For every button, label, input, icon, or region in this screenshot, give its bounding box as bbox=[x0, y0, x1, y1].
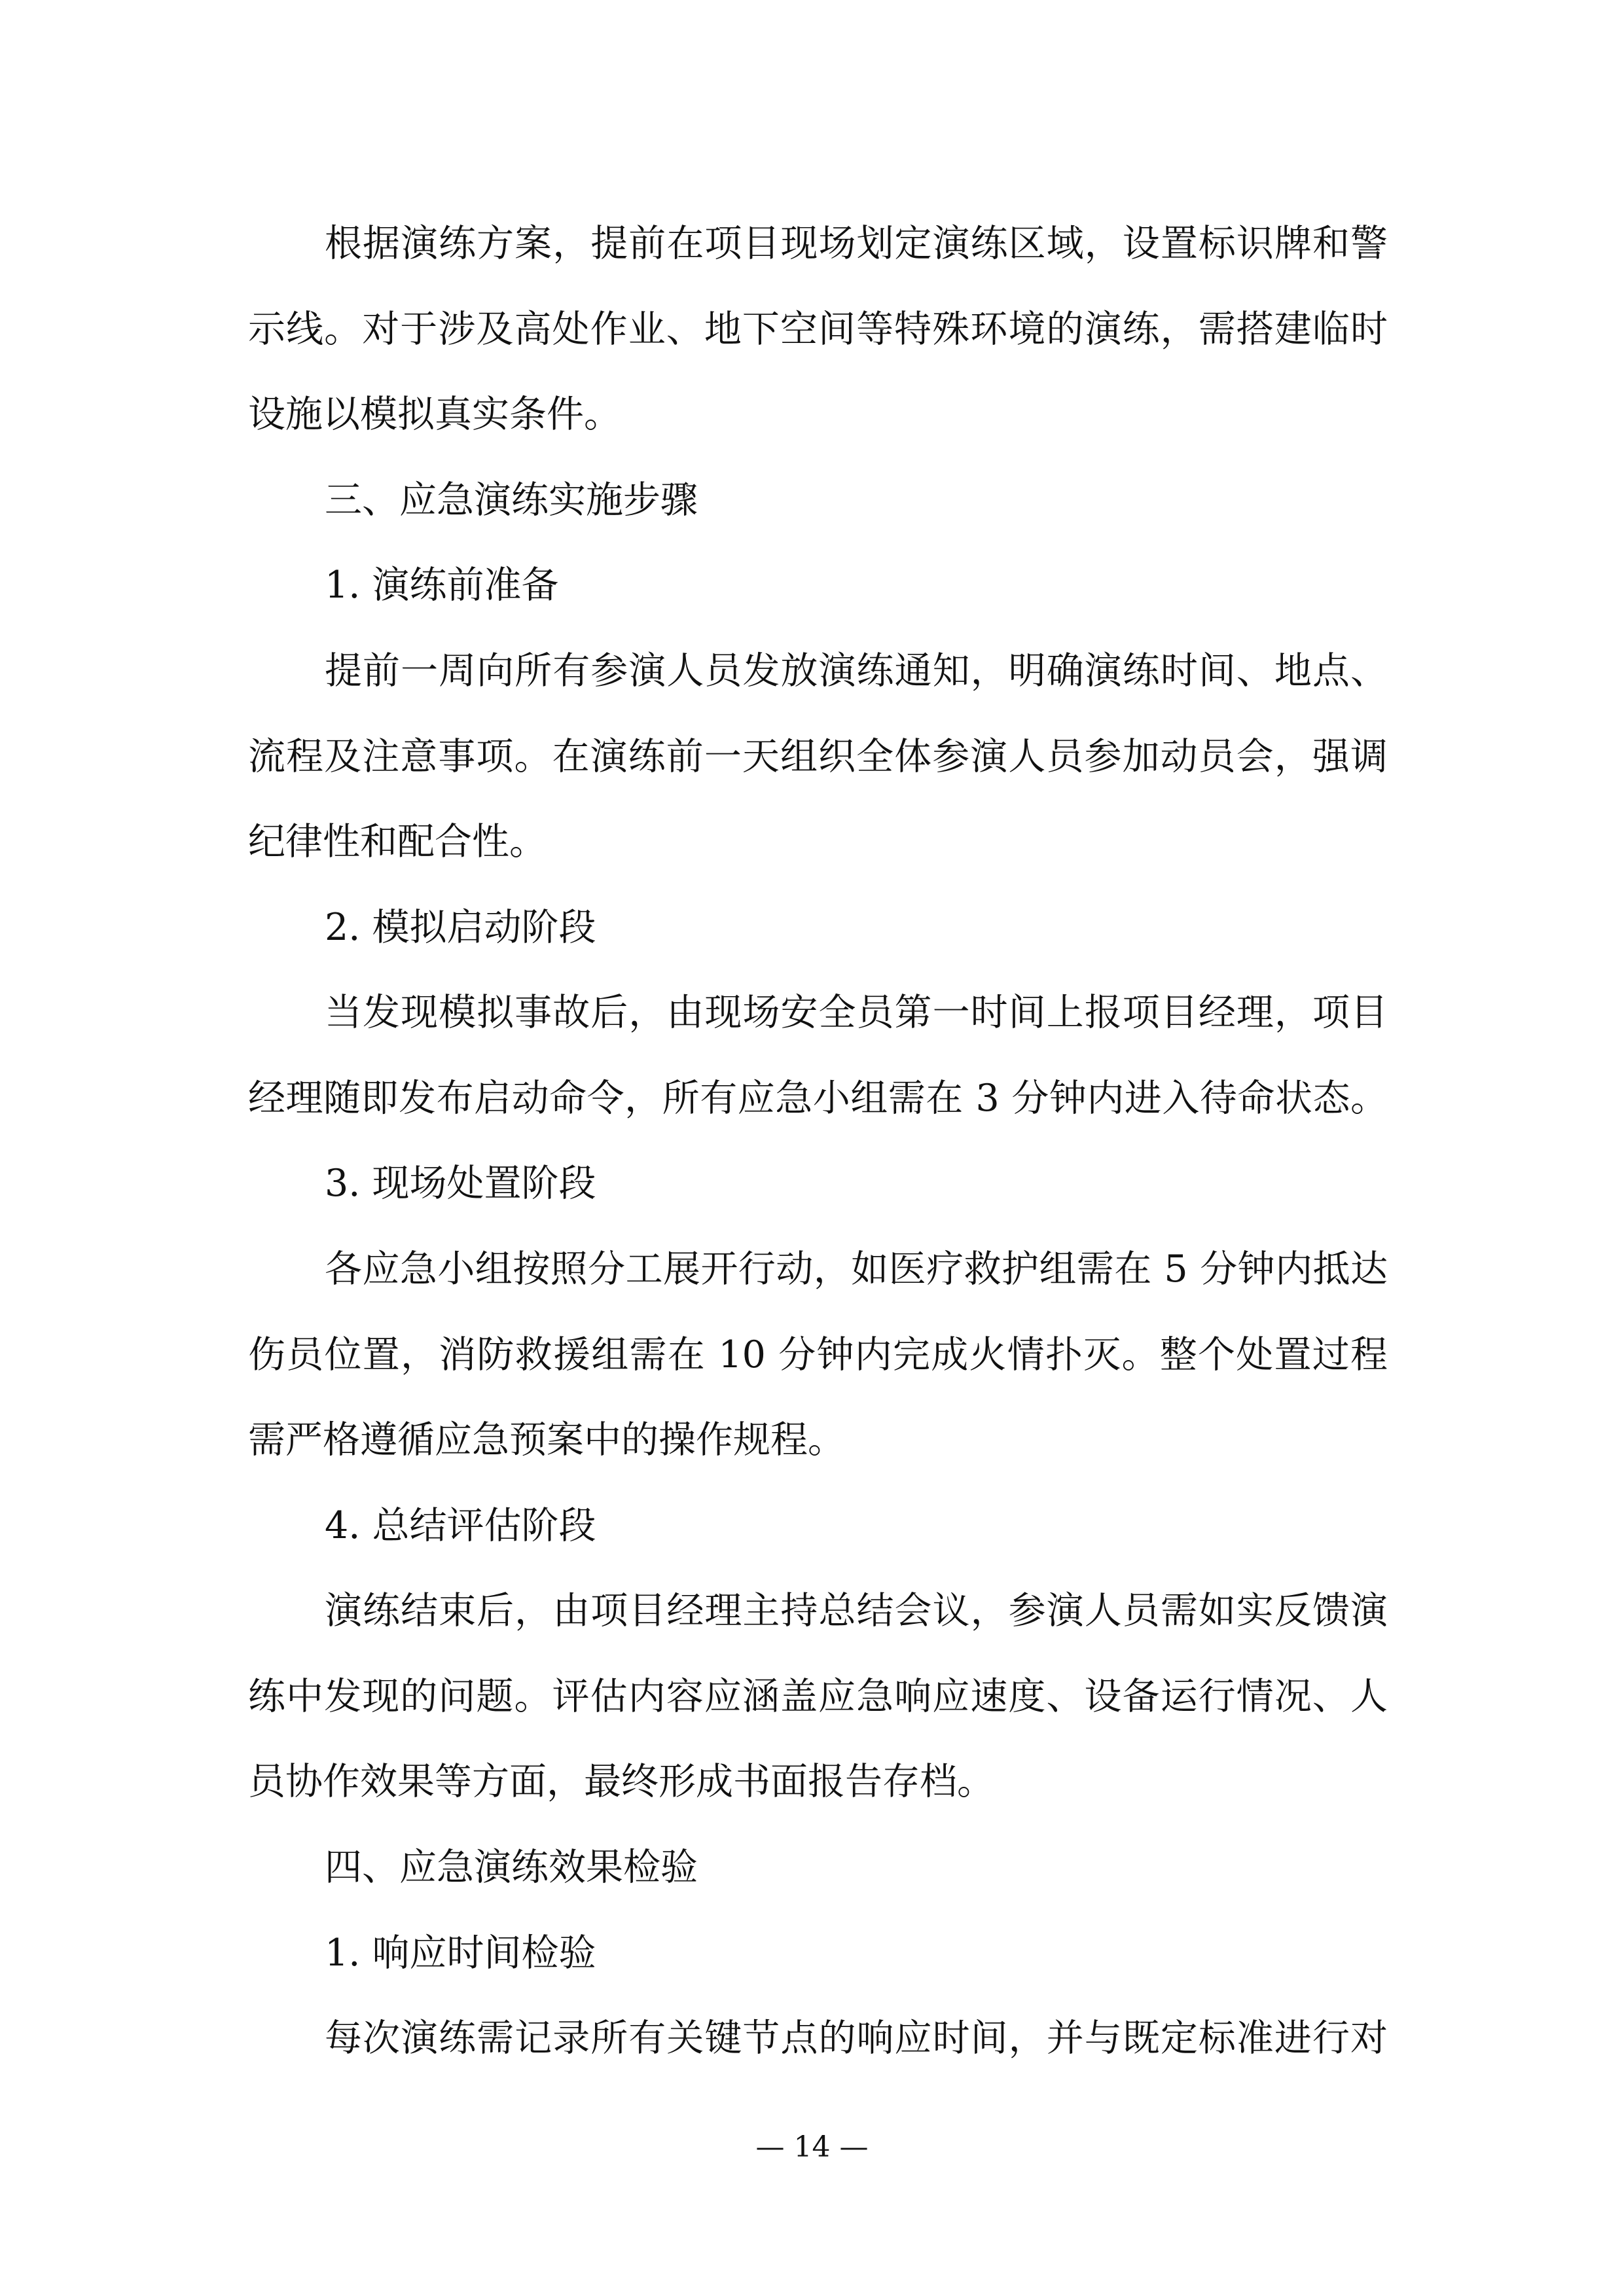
subsection-heading: 2. 模拟启动阶段 bbox=[325, 906, 596, 949]
paragraph-line: 经理随即发布启动命令，所有应急小组需在 3 分钟内进入待命状态。 bbox=[248, 1077, 1388, 1120]
paragraph-line: 根据演练方案，提前在项目现场划定演练区域，设置标识牌和警 bbox=[325, 222, 1388, 265]
paragraph-line: 每次演练需记录所有关键节点的响应时间，并与既定标准进行对 bbox=[325, 2017, 1388, 2060]
paragraph-line: 练中发现的问题。评估内容应涵盖应急响应速度、设备运行情况、人 bbox=[248, 1675, 1388, 1718]
paragraph-line: 当发现模拟事故后，由现场安全员第一时间上报项目经理，项目 bbox=[325, 991, 1388, 1034]
subsection-heading: 4. 总结评估阶段 bbox=[325, 1504, 596, 1547]
paragraph-line: 纪律性和配合性。 bbox=[248, 820, 547, 863]
section-heading: 三、应急演练实施步骤 bbox=[325, 478, 698, 522]
paragraph-line: 伤员位置，消防救援组需在 10 分钟内完成火情扑灭。整个处置过程 bbox=[248, 1333, 1388, 1376]
paragraph-line: 需严格遵循应急预案中的操作规程。 bbox=[248, 1418, 845, 1462]
subsection-heading: 1. 演练前准备 bbox=[325, 564, 559, 607]
paragraph-line: 示线。对于涉及高处作业、地下空间等特殊环境的演练，需搭建临时 bbox=[248, 308, 1388, 351]
paragraph-line: 流程及注意事项。在演练前一天组织全体参演人员参加动员会，强调 bbox=[248, 735, 1388, 778]
paragraph-line: 演练结束后，由项目经理主持总结会议，参演人员需如实反馈演 bbox=[325, 1589, 1388, 1632]
section-heading: 四、应急演练效果检验 bbox=[325, 1846, 698, 1889]
subsection-heading: 1. 响应时间检验 bbox=[325, 1931, 596, 1975]
paragraph-line: 各应急小组按照分工展开行动，如医疗救护组需在 5 分钟内抵达 bbox=[325, 1247, 1388, 1291]
paragraph-line: 员协作效果等方面，最终形成书面报告存档。 bbox=[248, 1760, 994, 1803]
page-number: — 14 — bbox=[755, 2130, 869, 2164]
paragraph-line: 设施以模拟真实条件。 bbox=[248, 393, 621, 436]
paragraph-line: 提前一周向所有参演人员发放演练通知，明确演练时间、地点、 bbox=[325, 649, 1388, 692]
subsection-heading: 3. 现场处置阶段 bbox=[325, 1162, 596, 1205]
